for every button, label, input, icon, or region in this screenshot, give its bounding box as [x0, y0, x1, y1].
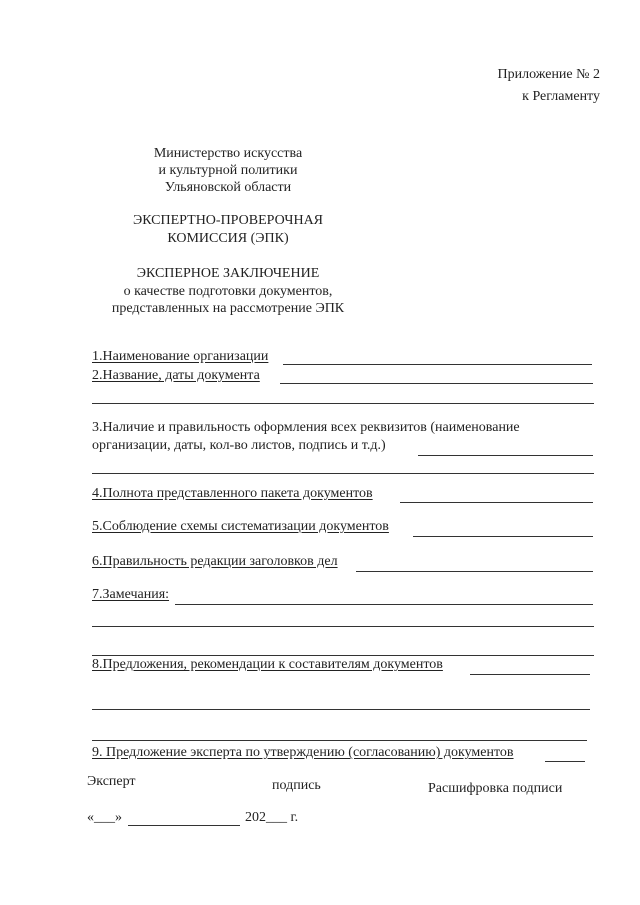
item-9-label: 9. Предложение эксперта по утверждению (согласованию) документов — [92, 745, 514, 760]
item-2-extra-line — [92, 403, 594, 404]
item-3-label-line-2: организации, даты, кол-во листов, подпись и т.д.) — [92, 438, 386, 453]
item-7-extra-line-1 — [92, 626, 594, 627]
ministry-line-3: Ульяновской области — [164, 180, 292, 195]
item-8-extra-line-1 — [92, 709, 590, 710]
item-8-fill-line — [470, 674, 590, 675]
item-5-label: 5.Соблюдение схемы систематизации документов — [92, 519, 389, 534]
conclusion-title: ЭКСПЕРНОЕ ЗАКЛЮЧЕНИЕ — [136, 266, 320, 281]
item-7-label: 7.Замечания: — [92, 587, 170, 602]
signature-label: подпись — [272, 778, 321, 793]
item-6-label: 6.Правильность редакции заголовков дел — [92, 554, 338, 569]
ministry-line-2: и культурной политики — [158, 163, 298, 178]
item-2-fill-line — [280, 383, 593, 384]
ministry-line-1: Министерство искусства — [153, 146, 303, 161]
signature-decode-label: Расшифровка подписи — [428, 781, 563, 796]
item-3-fill-line — [418, 455, 593, 456]
expert-label: Эксперт — [87, 774, 136, 789]
commission-line-2: КОМИССИЯ (ЭПК) — [167, 231, 289, 246]
item-9-fill-line — [545, 761, 585, 762]
item-1-label: 1.Наименование организации — [92, 349, 269, 364]
item-1-fill-line — [283, 364, 592, 365]
item-6-fill-line — [356, 571, 593, 572]
item-2-label: 2.Название, даты документа — [92, 368, 260, 383]
conclusion-subtitle-1: о качестве подготовки документов, — [123, 284, 333, 299]
item-8-label: 8.Предложения, рекомендации к составителям документов — [92, 657, 443, 672]
item-8-extra-line-2 — [92, 740, 587, 741]
item-5-fill-line — [413, 536, 593, 537]
date-year: 202___ г. — [245, 810, 299, 825]
item-4-fill-line — [400, 502, 593, 503]
commission-line-1: ЭКСПЕРТНО-ПРОВЕРОЧНАЯ — [132, 213, 324, 228]
item-4-label: 4.Полнота представленного пакета документов — [92, 486, 373, 501]
conclusion-subtitle-2: представленных на рассмотрение ЭПК — [111, 301, 345, 316]
item-3-extra-line — [92, 473, 594, 474]
date-month-line — [128, 825, 240, 826]
item-7-extra-line-2 — [92, 655, 594, 656]
regulation-reference: к Регламенту — [522, 89, 600, 104]
item-7-fill-line — [175, 604, 593, 605]
appendix-number: Приложение № 2 — [497, 67, 600, 82]
item-3-label-line-1: 3.Наличие и правильность оформления всех реквизитов (наименование — [92, 420, 520, 435]
date-day: «___» — [87, 810, 122, 825]
